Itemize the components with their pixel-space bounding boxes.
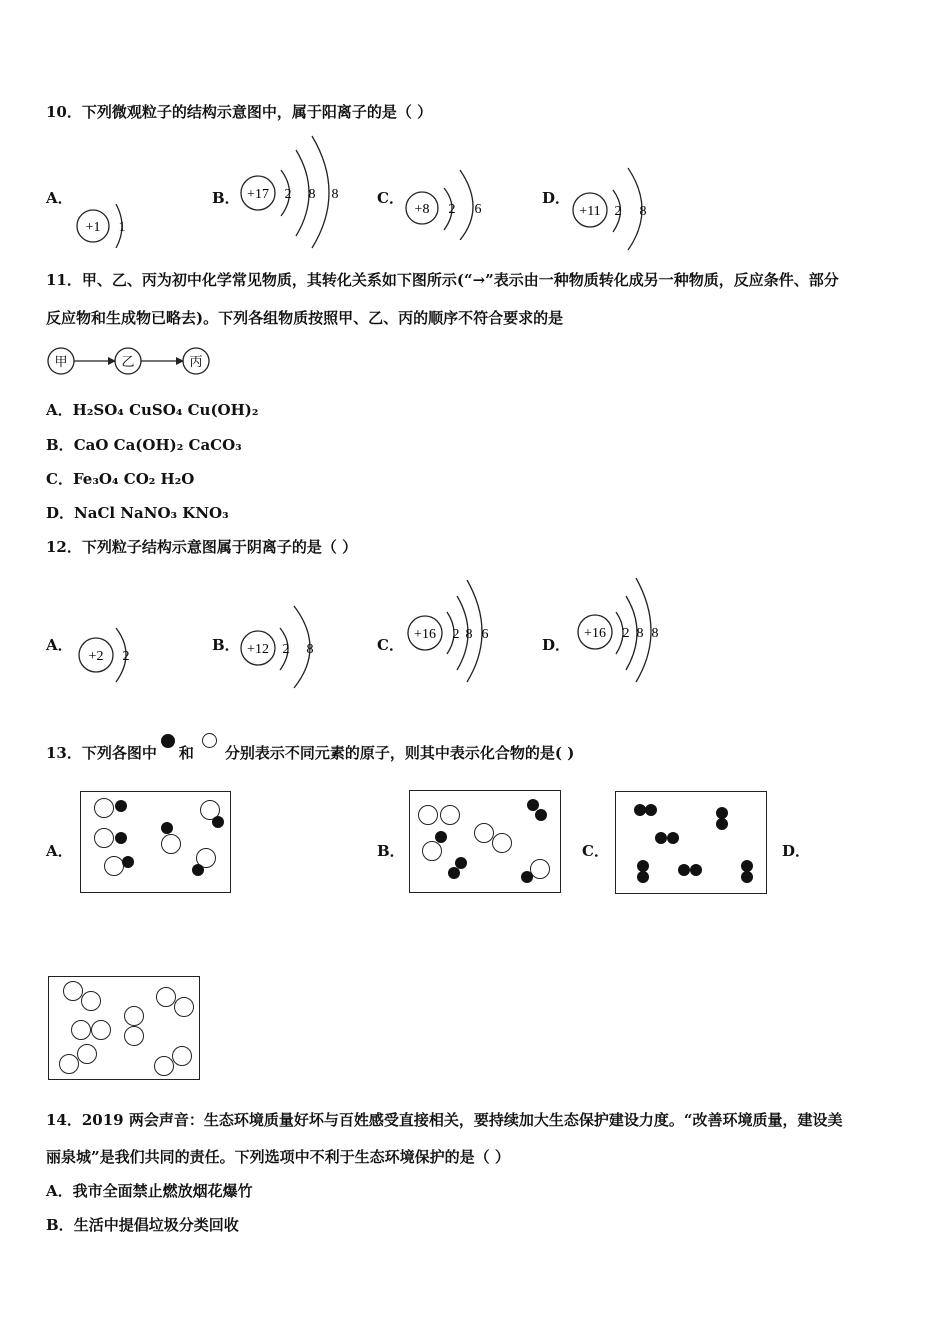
q11-option-a: [46, 400, 258, 420]
white-atom: [172, 1046, 192, 1066]
q13-option-c-label: C．: [582, 842, 609, 860]
black-atom: [741, 871, 753, 883]
nucleus-charge: +8: [414, 202, 430, 217]
q13-stem-and: 和: [178, 744, 194, 762]
option-text: Fe₃O₄ CO₂ H₂O: [72, 470, 195, 488]
q10-option-b-diagram: [236, 130, 346, 250]
q13-option-b-label: B．: [377, 842, 405, 860]
q12-option-b-label: B．: [212, 636, 240, 654]
black-atom: [115, 832, 127, 844]
substance-jia: 甲: [54, 354, 68, 369]
option-label: A．: [46, 401, 73, 419]
white-atom: [124, 1006, 144, 1026]
shell-electrons: 8: [465, 627, 473, 642]
shell-electrons: 8: [639, 204, 647, 219]
q13-option-a-label: A．: [46, 842, 73, 860]
white-atom: [154, 1056, 174, 1076]
q12-option-a-diagram: [74, 624, 138, 684]
q11-option-c: [46, 469, 194, 489]
q13-option-d-box: [48, 976, 200, 1080]
q12-option-d-label: D．: [542, 636, 571, 654]
white-atom: [161, 834, 181, 854]
q10-option-c-label: C．: [377, 189, 404, 207]
shell-electrons: 2: [622, 626, 630, 641]
white-atom: [492, 833, 512, 853]
q11-stem-line1: 11．甲、乙、丙为初中化学常见物质，其转化关系如下图所示(“→”表示由一种物质转化成另一种物质，反应条件、部分: [46, 271, 839, 289]
black-atom: [716, 818, 728, 830]
q14-stem-line2: 丽泉城”是我们共同的责任。下列选项中不利于生态环境保护的是（ ）: [46, 1148, 510, 1166]
nucleus-charge: +11: [579, 204, 601, 219]
q14-option-a: [46, 1181, 253, 1201]
q14-stem-line1: 14．2019 两会声音：生态环境质量好坏与百姓感受直接相关，要持续加大生态保护建设力度。“改善环境质量，建设美: [46, 1111, 843, 1129]
shell-electrons: 2: [122, 649, 130, 664]
black-atom: [690, 864, 702, 876]
white-atom: [77, 1044, 97, 1064]
option-text: 生活中提倡垃圾分类回收: [73, 1216, 239, 1234]
q11-option-d: [46, 503, 229, 523]
substance-bing: 丙: [189, 354, 203, 369]
q11-stem-line2: 反应物和生成物已略去)。下列各组物质按照甲、乙、丙的顺序不符合要求的是: [46, 309, 564, 327]
black-atom-icon: [161, 734, 175, 748]
option-text: CaO Ca(OH)₂ CaCO₃: [73, 436, 242, 454]
q13-option-d-label: D．: [782, 842, 811, 860]
q11-transformation-diagram: [46, 344, 216, 378]
white-atom: [59, 1054, 79, 1074]
q10-option-d-diagram: [568, 164, 652, 254]
white-atom-icon: [202, 733, 217, 748]
q11-option-b: [46, 435, 242, 455]
black-atom: [161, 822, 173, 834]
black-atom: [212, 816, 224, 828]
black-atom: [667, 832, 679, 844]
shell-electrons: 2: [452, 627, 460, 642]
q13-option-a-box: [80, 791, 231, 893]
q12-stem: 12．下列粒子结构示意图属于阴离子的是（ ）: [46, 538, 358, 556]
white-atom: [104, 856, 124, 876]
black-atom: [115, 800, 127, 812]
q10-option-b-label: B．: [212, 189, 240, 207]
nucleus-charge: +17: [247, 187, 269, 202]
q12-option-c-diagram: [405, 574, 497, 684]
black-atom: [448, 867, 460, 879]
white-atom: [474, 823, 494, 843]
shell-electrons: 2: [614, 204, 622, 219]
black-atom: [122, 856, 134, 868]
q13-stem-part1: 13．下列各图中: [46, 744, 157, 762]
black-atom: [521, 871, 533, 883]
q13-option-c-box: [615, 791, 767, 894]
shell-electrons: 2: [448, 202, 456, 217]
shell-electrons: 8: [636, 626, 644, 641]
black-atom: [645, 804, 657, 816]
white-atom: [94, 798, 114, 818]
black-atom: [678, 864, 690, 876]
q12-option-b-diagram: [236, 604, 322, 690]
substance-yi: 乙: [121, 354, 135, 369]
black-atom: [192, 864, 204, 876]
white-atom: [81, 991, 101, 1011]
nucleus-charge: +1: [85, 220, 101, 235]
white-atom: [422, 841, 442, 861]
shell-electrons: 8: [651, 626, 659, 641]
shell-electrons: 8: [308, 187, 316, 202]
option-label: B．: [46, 1216, 74, 1234]
shell-electrons: 8: [331, 187, 339, 202]
q12-option-c-label: C．: [377, 636, 404, 654]
shell-electrons: 6: [481, 627, 489, 642]
q13-stem: [46, 743, 574, 763]
white-atom: [63, 981, 83, 1001]
option-text: H₂SO₄ CuSO₄ Cu(OH)₂: [72, 401, 259, 419]
option-text: 我市全面禁止燃放烟花爆竹: [72, 1182, 253, 1200]
q10-option-d-label: D．: [542, 189, 571, 207]
white-atom: [174, 997, 194, 1017]
electron-shell: [460, 170, 473, 240]
q10-option-a-diagram: [70, 196, 140, 248]
nucleus-charge: +16: [584, 626, 606, 641]
q14-option-b: [46, 1215, 239, 1235]
electron-shell: [296, 150, 309, 236]
q10-option-a-label: A．: [46, 189, 73, 207]
option-label: D．: [46, 504, 75, 522]
white-atom: [156, 987, 176, 1007]
black-atom: [655, 832, 667, 844]
white-atom: [530, 859, 550, 879]
shell-electrons: 1: [118, 220, 126, 235]
nucleus-charge: +16: [414, 627, 436, 642]
white-atom: [91, 1020, 111, 1040]
black-atom: [435, 831, 447, 843]
option-label: A．: [46, 1182, 73, 1200]
q10-stem: 10．下列微观粒子的结构示意图中，属于阳离子的是（ ）: [46, 103, 433, 121]
black-atom: [637, 871, 649, 883]
white-atom: [418, 805, 438, 825]
option-text: NaCl NaNO₃ KNO₃: [74, 504, 229, 522]
shell-electrons: 6: [474, 202, 482, 217]
q12-option-a-label: A．: [46, 636, 73, 654]
nucleus-charge: +2: [88, 649, 104, 664]
shell-electrons: 8: [306, 642, 314, 657]
q13-stem-part2: 分别表示不同元素的原子，则其中表示化合物的是( ): [224, 744, 575, 762]
nucleus-charge: +12: [247, 642, 269, 657]
white-atom: [440, 805, 460, 825]
white-atom: [124, 1026, 144, 1046]
q13-option-b-box: [409, 790, 561, 893]
black-atom: [535, 809, 547, 821]
option-label: C．: [46, 470, 73, 488]
q10-option-c-diagram: [402, 160, 492, 240]
white-atom: [94, 828, 114, 848]
white-atom: [71, 1020, 91, 1040]
option-label: B．: [46, 436, 74, 454]
shell-electrons: 2: [284, 187, 292, 202]
shell-electrons: 2: [282, 642, 290, 657]
q12-option-d-diagram: [574, 574, 666, 684]
